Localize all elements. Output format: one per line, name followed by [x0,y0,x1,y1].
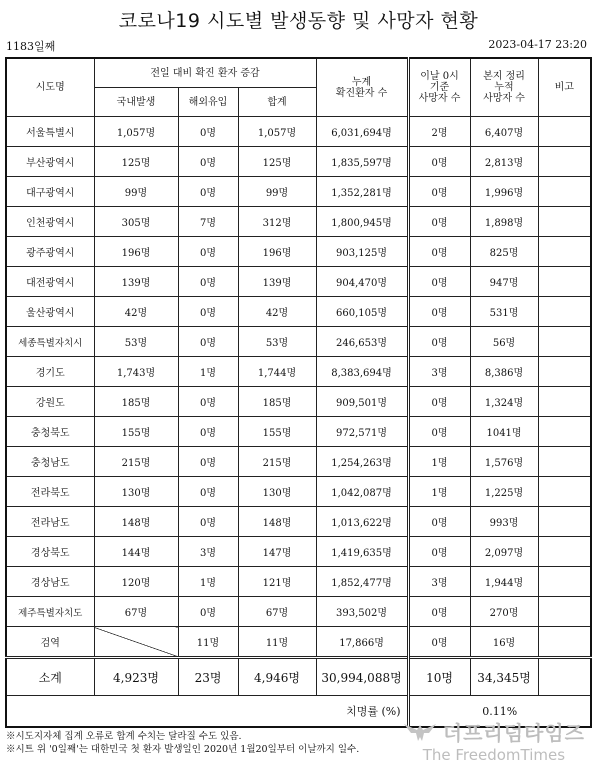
day-count-label: 1183일째 [6,40,56,53]
total-note [538,658,591,696]
overseas-cell: 0명 [178,237,238,267]
deaths-total-cell: 6,407명 [470,117,538,147]
table-row [6,567,591,597]
footnotes [6,730,359,756]
sum-cell: 312명 [238,207,316,237]
footnote-2: ※시트 위 '0일째'는 대한민국 첫 환자 발생일인 2020년 1월20일부터 이날까지 일수. [6,744,360,755]
sum-cell: 53명 [238,327,316,357]
region-cell: 인천광역시 [6,207,94,237]
header-cumulative: 누계 확진환자 수 [316,58,408,117]
domestic-cell: 1,057명 [94,117,178,147]
deaths-total-cell: 56명 [470,327,538,357]
deaths-today-cell: 0명 [408,537,470,567]
deaths-total-cell: 1,576명 [470,447,538,477]
domestic-cell: 120명 [94,567,178,597]
region-cell: 대전광역시 [6,267,94,297]
deaths-total-cell: 947명 [470,267,538,297]
table-row [6,597,591,627]
overseas-cell: 0명 [178,597,238,627]
table-row [6,147,591,177]
sum-cell: 155명 [238,417,316,447]
note-cell [538,237,591,267]
note-cell [538,357,591,387]
cumulative-cell: 903,125명 [316,237,408,267]
table-row [6,477,591,507]
cumulative-cell: 8,383,694명 [316,357,408,387]
deaths-today-cell: 0명 [408,387,470,417]
watermark [403,717,585,764]
region-cell: 경상남도 [6,567,94,597]
overseas-cell: 0명 [178,117,238,147]
cumulative-cell: 1,042,087명 [316,477,408,507]
cumulative-cell: 6,031,694명 [316,117,408,147]
table-row [6,267,591,297]
cumulative-cell: 17,866명 [316,627,408,658]
deaths-today-cell: 0명 [408,237,470,267]
domestic-cell: 305명 [94,207,178,237]
note-cell [538,117,591,147]
table-row [6,417,591,447]
overseas-cell: 0명 [178,177,238,207]
deaths-total-cell: 825명 [470,237,538,267]
region-cell: 대구광역시 [6,177,94,207]
note-cell [538,537,591,567]
deaths-total-cell: 8,386명 [470,357,538,387]
region-cell: 전라북도 [6,477,94,507]
cumulative-cell: 909,501명 [316,387,408,417]
overseas-cell: 1명 [178,357,238,387]
deaths-today-cell: 1명 [408,477,470,507]
note-cell [538,567,591,597]
deaths-today-cell: 0명 [408,597,470,627]
cumulative-cell: 972,571명 [316,417,408,447]
overseas-cell: 3명 [178,537,238,567]
sum-cell: 148명 [238,507,316,537]
table-row [6,177,591,207]
overseas-cell: 0명 [178,477,238,507]
deaths-total-cell: 16명 [470,627,538,658]
note-cell [538,297,591,327]
table-row [6,117,591,147]
header-note: 비고 [538,58,591,117]
domestic-cell: 148명 [94,507,178,537]
region-cell: 경상북도 [6,537,94,567]
sum-cell: 42명 [238,297,316,327]
deaths-today-cell: 0명 [408,267,470,297]
overseas-cell: 0명 [178,147,238,177]
deaths-total-cell: 270명 [470,597,538,627]
domestic-cell: 139명 [94,267,178,297]
deaths-today-cell: 0명 [408,147,470,177]
region-cell: 경기도 [6,357,94,387]
overseas-cell: 0명 [178,507,238,537]
deaths-today-cell: 0명 [408,627,470,658]
deaths-total-cell: 2,097명 [470,537,538,567]
table-row [6,387,591,417]
region-cell: 충청북도 [6,417,94,447]
region-cell: 서울특별시 [6,117,94,147]
total-sum: 4,946명 [238,658,316,696]
sum-cell: 185명 [238,387,316,417]
covid-region-table [5,57,592,728]
header-deaths-today: 이날 0시 기준 사망자 수 [408,58,470,117]
table-row [6,237,591,267]
overseas-cell: 1명 [178,567,238,597]
cumulative-cell: 1,419,635명 [316,537,408,567]
overseas-cell: 7명 [178,207,238,237]
total-deaths-total: 34,345명 [470,658,538,696]
deaths-total-cell: 1,996명 [470,177,538,207]
cumulative-cell: 904,470명 [316,267,408,297]
deaths-today-cell: 3명 [408,567,470,597]
sum-cell: 1,057명 [238,117,316,147]
total-domestic: 4,923명 [94,658,178,696]
deaths-total-cell: 1,324명 [470,387,538,417]
cumulative-cell: 1,013,622명 [316,507,408,537]
header-daily-change: 전일 대비 확진 환자 증감 [94,58,316,88]
domestic-cell: 99명 [94,177,178,207]
note-cell [538,147,591,177]
sum-cell: 196명 [238,237,316,267]
fatality-value: 0.11% [408,696,591,728]
deaths-total-cell: 1,944명 [470,567,538,597]
table-row [6,447,591,477]
note-cell [538,207,591,237]
sum-cell: 121명 [238,567,316,597]
overseas-cell: 0명 [178,387,238,417]
deaths-today-cell: 3명 [408,357,470,387]
table-row [6,327,591,357]
watermark-english: The FreedomTimes [422,746,566,764]
deaths-total-cell: 1,898명 [470,207,538,237]
region-cell: 부산광역시 [6,147,94,177]
note-cell [538,627,591,658]
domestic-cell: 42명 [94,297,178,327]
deaths-today-cell: 0명 [408,327,470,357]
table-row [6,297,591,327]
header-overseas: 해외유입 [178,88,238,117]
note-cell [538,447,591,477]
total-row [6,658,591,696]
deaths-today-cell: 0명 [408,207,470,237]
table-row [6,627,591,658]
deaths-total-cell: 1,225명 [470,477,538,507]
eagle-logo-icon [403,721,437,743]
region-cell: 검역 [6,627,94,658]
header-domestic: 국내발생 [94,88,178,117]
overseas-cell: 0명 [178,327,238,357]
overseas-cell: 0명 [178,417,238,447]
note-cell [538,177,591,207]
report-datetime: 2023-04-17 23:20 [488,38,587,51]
header-region: 시도명 [6,58,94,117]
cumulative-cell: 1,352,281명 [316,177,408,207]
sum-cell: 99명 [238,177,316,207]
domestic-cell: 185명 [94,387,178,417]
header-deaths-total: 본지 정리 누적 사망자 수 [470,58,538,117]
sum-cell: 125명 [238,147,316,177]
region-cell: 세종특별자치시 [6,327,94,357]
region-cell: 제주특별자치도 [6,597,94,627]
note-cell [538,387,591,417]
cumulative-cell: 1,835,597명 [316,147,408,177]
sum-cell: 11명 [238,627,316,658]
sum-cell: 139명 [238,267,316,297]
region-cell: 울산광역시 [6,297,94,327]
domestic-cell: 130명 [94,477,178,507]
domestic-cell: 196명 [94,237,178,267]
domestic-cell: 144명 [94,537,178,567]
deaths-today-cell: 1명 [408,447,470,477]
deaths-total-cell: 1041명 [470,417,538,447]
note-cell [538,267,591,297]
deaths-total-cell: 2,813명 [470,147,538,177]
deaths-today-cell: 0명 [408,507,470,537]
sum-cell: 1,744명 [238,357,316,387]
note-cell [538,597,591,627]
overseas-cell: 0명 [178,297,238,327]
cumulative-cell: 1,800,945명 [316,207,408,237]
deaths-today-cell: 0명 [408,417,470,447]
domestic-cell: 1,743명 [94,357,178,387]
sum-cell: 215명 [238,447,316,477]
sum-cell: 130명 [238,477,316,507]
deaths-today-cell: 0명 [408,177,470,207]
cumulative-cell: 246,653명 [316,327,408,357]
cumulative-cell: 1,254,263명 [316,447,408,477]
deaths-total-cell: 531명 [470,297,538,327]
total-deaths-today: 10명 [408,658,470,696]
total-overseas: 23명 [178,658,238,696]
domestic-cell: 125명 [94,147,178,177]
table-row [6,207,591,237]
domestic-cell: 53명 [94,327,178,357]
domestic-cell [94,627,178,658]
deaths-total-cell: 993명 [470,507,538,537]
cumulative-cell: 660,105명 [316,297,408,327]
deaths-today-cell: 0명 [408,297,470,327]
note-cell [538,327,591,357]
overseas-cell: 0명 [178,267,238,297]
sum-cell: 67명 [238,597,316,627]
table-row [6,507,591,537]
total-label: 소계 [6,658,94,696]
note-cell [538,507,591,537]
fatality-label: 치명률 (%) [6,696,408,728]
domestic-cell: 215명 [94,447,178,477]
watermark-korean: 더프리덤타임즈 [442,721,585,745]
region-cell: 전라남도 [6,507,94,537]
note-cell [538,477,591,507]
footnote-1: ※시도지자체 집계 오류로 합계 수치는 달라질 수도 있음. [6,731,242,742]
cumulative-cell: 1,852,477명 [316,567,408,597]
table-row [6,357,591,387]
region-cell: 광주광역시 [6,237,94,267]
sum-cell: 147명 [238,537,316,567]
region-cell: 충청남도 [6,447,94,477]
cumulative-cell: 393,502명 [316,597,408,627]
deaths-today-cell: 2명 [408,117,470,147]
header-sum: 합계 [238,88,316,117]
region-cell: 강원도 [6,387,94,417]
table-row [6,537,591,567]
domestic-cell: 155명 [94,417,178,447]
overseas-cell: 0명 [178,447,238,477]
page-title: 코로나19 시도별 발생동향 및 사망자 현황 [118,10,479,32]
overseas-cell: 11명 [178,627,238,658]
domestic-cell: 67명 [94,597,178,627]
total-cumulative: 30,994,088명 [316,658,408,696]
note-cell [538,417,591,447]
